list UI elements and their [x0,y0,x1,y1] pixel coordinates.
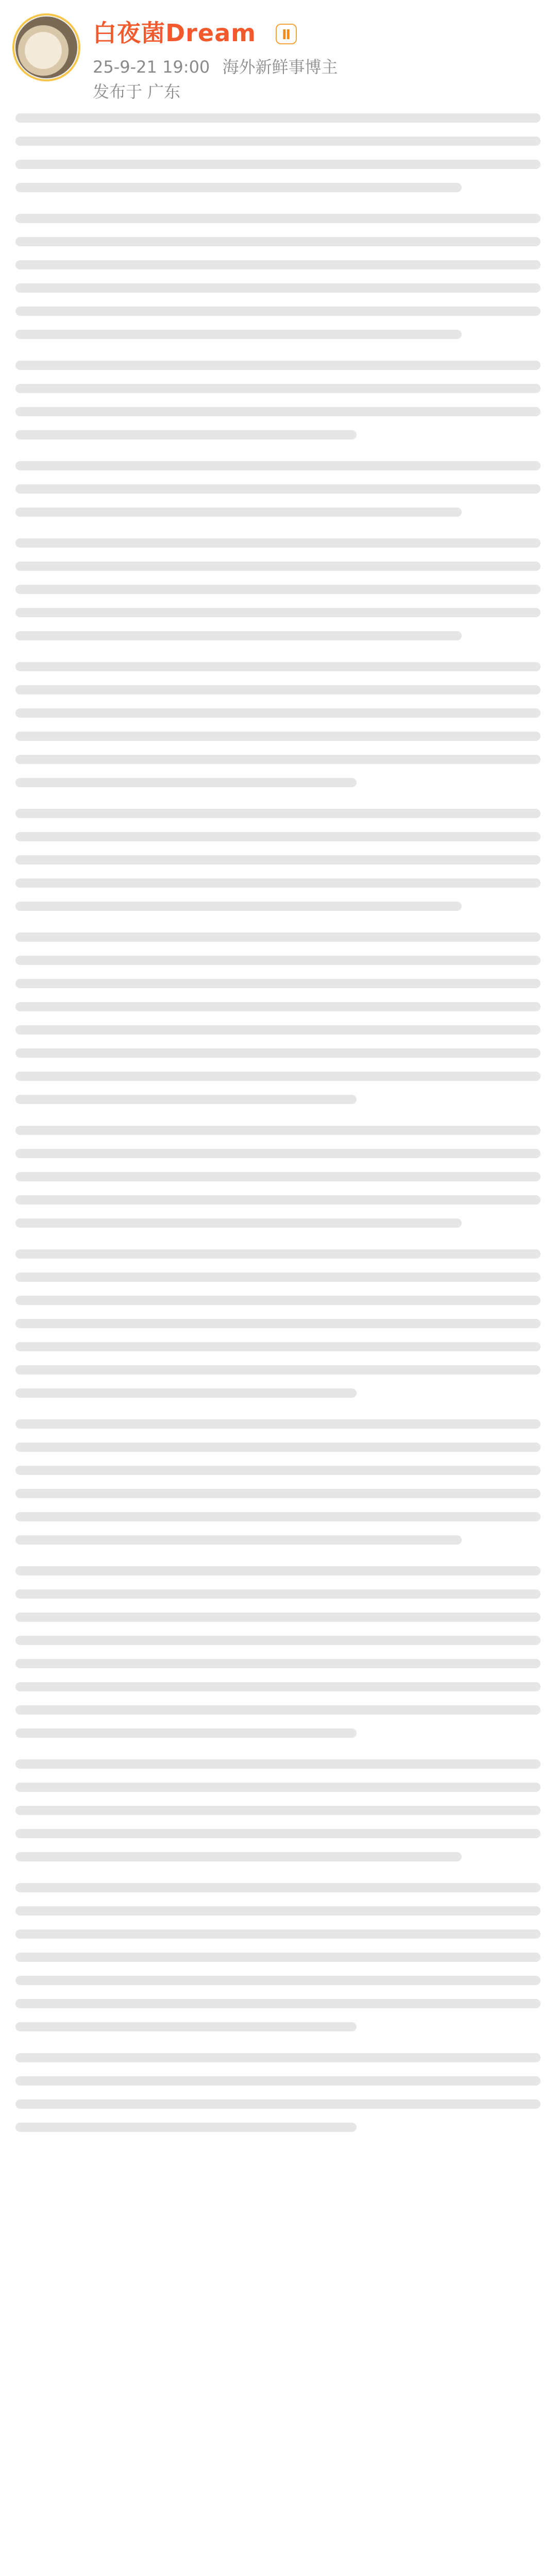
text-line [15,1095,357,1104]
text-line [15,2099,541,2109]
paragraph [15,809,541,911]
text-line [15,1172,541,1181]
text-line [15,330,462,339]
paragraph [15,113,541,192]
text-line [15,307,541,316]
text-line [15,1589,541,1599]
text-line [15,1999,541,2008]
paragraph [15,2053,541,2132]
paragraph [15,662,541,787]
paragraph [15,1419,541,1545]
post-body [15,113,541,2154]
paragraph [15,1883,541,2031]
text-line [15,538,541,548]
text-line [15,1048,541,1058]
author-name[interactable]: 白夜菌Dream [93,19,257,47]
text-line [15,1852,462,1861]
text-line [15,183,462,192]
text-line [15,685,541,694]
text-line [15,260,541,269]
text-line [15,1218,462,1228]
post-header [15,9,541,102]
text-line [15,1195,541,1205]
post-time: 25-9-21 19:00 [93,57,210,77]
text-line [15,2123,357,2132]
paragraph [15,1759,541,1861]
text-line [15,160,541,169]
text-line [15,1419,541,1429]
text-line [15,1566,541,1575]
text-line [15,113,541,123]
text-line [15,1659,541,1668]
text-line [15,1319,541,1328]
text-line [15,407,541,416]
paragraph [15,538,541,640]
text-line [15,1443,541,1452]
text-line [15,2076,541,2086]
text-line [15,956,541,965]
paragraph [15,361,541,439]
text-line [15,1489,541,1498]
text-line [15,361,541,370]
avatar[interactable] [15,16,77,78]
text-line [15,608,541,617]
text-line [15,1705,541,1715]
text-line [15,631,462,640]
text-line [15,1025,541,1035]
text-line [15,2022,357,2031]
post-meta [93,57,338,77]
text-line [15,137,541,146]
paragraph [15,1249,541,1398]
text-line [15,778,357,787]
paragraph [15,214,541,339]
text-line [15,1613,541,1622]
text-line [15,1388,357,1398]
text-line [15,1806,541,1815]
text-line [15,662,541,671]
text-line [15,1002,541,1011]
text-line [15,461,541,470]
author-type: 海外新鲜事博主 [222,57,338,77]
text-line [15,708,541,718]
text-line [15,384,541,393]
text-line [15,283,541,293]
text-line [15,1728,357,1738]
text-line [15,1682,541,1691]
text-line [15,1149,541,1158]
text-line [15,507,462,517]
text-line [15,1953,541,1962]
paragraph [15,1566,541,1738]
post-location: 发布于 广东 [93,82,181,101]
text-line [15,878,541,888]
text-line [15,1906,541,1916]
text-line [15,1759,541,1769]
text-line [15,1342,541,1351]
text-line [15,1072,541,1081]
text-line [15,2053,541,2062]
author-badge: Ⅱ [276,24,297,44]
text-line [15,933,541,942]
text-line [15,1829,541,1838]
text-line [15,832,541,841]
paragraph [15,933,541,1104]
text-line [15,1126,541,1135]
text-line [15,585,541,594]
text-line [15,855,541,865]
text-line [15,732,541,741]
text-line [15,1296,541,1305]
text-line [15,1512,541,1521]
text-line [15,1929,541,1939]
text-line [15,809,541,818]
text-line [15,979,541,988]
text-line [15,562,541,571]
text-line [15,1883,541,1892]
text-line [15,214,541,223]
text-line [15,1249,541,1259]
text-line [15,1783,541,1792]
text-line [15,1636,541,1645]
text-line [15,902,462,911]
text-line [15,430,357,439]
text-line [15,755,541,764]
text-line [15,1365,541,1375]
text-line [15,237,541,246]
paragraph [15,461,541,517]
text-line [15,1976,541,1985]
paragraph [15,1126,541,1228]
text-line [15,1535,462,1545]
text-line [15,484,541,494]
text-line [15,1273,541,1282]
text-line [15,1466,541,1475]
